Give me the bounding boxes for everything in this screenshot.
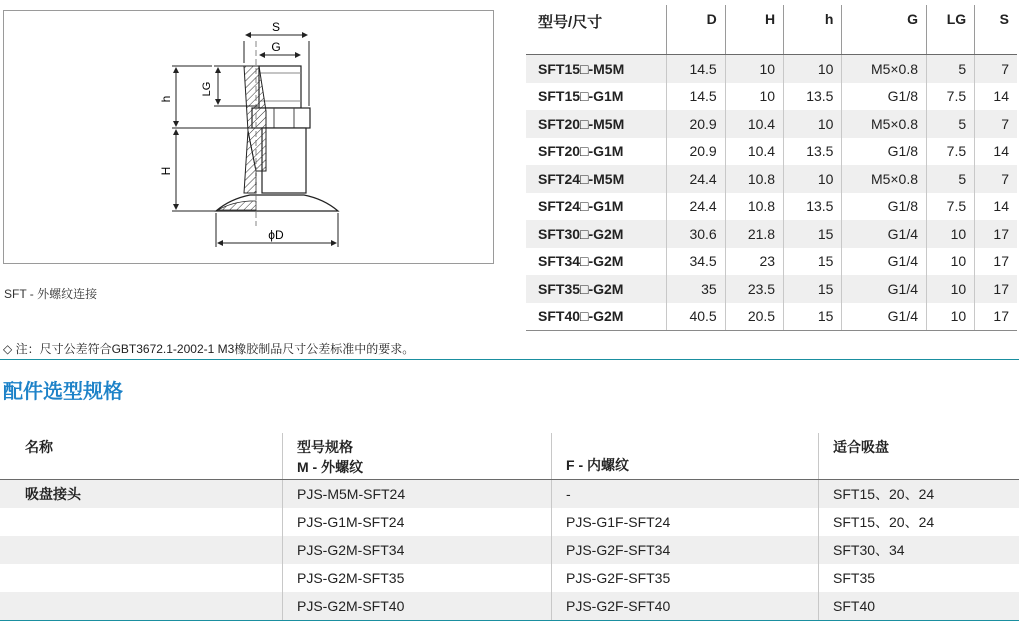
cell-model: SFT20□-G1M [538,143,624,160]
table-row [526,55,1017,83]
cell-name [0,536,283,564]
cell-model: SFT15□-G1M [538,88,624,105]
table-row [0,564,1019,592]
cell-female-model: PJS-G1F-SFT24 [552,508,819,536]
cell: 5 [927,110,975,138]
col-header-d: D [667,5,725,55]
tolerance-note: ◇ 注：尺寸公差符合GBT3672.1-2002-1 M3橡胶制品尺寸公差标准中的要求。 [3,342,415,356]
cell-name [0,564,283,592]
cell: 13.5 [784,193,842,221]
col-header-model: 型号/尺寸 [526,5,667,55]
cell: 7 [975,55,1017,83]
cell: G1/8 [842,138,927,166]
cell-model: SFT40□-G2M [526,303,667,331]
cell: 10 [784,110,842,138]
cell: G1/8 [842,83,927,111]
cell: 17 [975,303,1017,331]
col-header-s: S [975,5,1017,55]
cell: 15 [784,248,842,276]
cell: 17 [975,275,1017,303]
cell: 13.5 [784,83,842,111]
cell: 15 [784,220,842,248]
cell: 10.8 [725,165,783,193]
cell-name: 吸盘接头 [0,480,283,509]
cell-fit: SFT35 [819,564,1019,592]
dimension-table-header [526,5,1017,55]
table-row [526,110,1017,138]
cell-model: SFT15□-M5M [526,55,667,83]
cell-male-model: PJS-G1M-SFT24 [283,508,552,536]
cell: 10 [784,165,842,193]
cell: 23.5 [725,275,783,303]
cell: 40.5 [667,303,725,331]
col-header-name: 名称 [0,433,283,480]
cell: 15 [784,303,842,331]
dim-label-g: G [271,40,281,54]
cell: 7.5 [927,83,975,111]
col-header-big-h: H [725,5,783,55]
cell-model: SFT34□-G2M [538,253,624,270]
cell: 20.9 [667,110,725,138]
cell-fit: SFT40 [819,592,1019,621]
cell: 7.5 [927,193,975,221]
table-row [526,220,1017,248]
col-header-lg: LG [927,5,975,55]
cell-name [0,592,283,621]
cell: 24.4 [667,165,725,193]
cell: 20.9 [667,138,725,166]
table-row [0,536,1019,564]
cell-model: SFT24□-M5M [526,165,667,193]
cell: 17 [975,248,1017,276]
table-row [0,508,1019,536]
col-header-spec [283,433,552,480]
cell: 7.5 [927,138,975,166]
cell: 14 [975,138,1017,166]
cell-model: SFT20□-M5M [526,110,667,138]
cell: 14.5 [667,55,725,83]
cell: 7 [975,110,1017,138]
cell: 24.4 [667,193,725,221]
dim-label-big-h: H [159,166,173,176]
cell: 23 [725,248,783,276]
cell-male-model: PJS-G2M-SFT35 [283,564,552,592]
col-header-g: G [842,5,927,55]
cell: G1/4 [842,303,927,331]
cell: 10 [927,275,975,303]
cell-female-model: - [552,480,819,509]
col-header-h: h [784,5,842,55]
cell-female-model: PJS-G2F-SFT35 [552,564,819,592]
cell: 10 [927,303,975,331]
cell: 10 [725,83,783,111]
cell-female-model: PJS-G2F-SFT34 [552,536,819,564]
cell: 5 [927,55,975,83]
table-row [526,165,1017,193]
cell: 7 [975,165,1017,193]
cell: 14 [975,83,1017,111]
cell-name [0,508,283,536]
table-row [526,303,1017,331]
cell-male-model: PJS-G2M-SFT34 [283,536,552,564]
technical-drawing [3,10,494,264]
cell: 14 [975,193,1017,221]
cell: 15 [784,275,842,303]
cell: 34.5 [667,248,725,276]
cell-male-model: PJS-G2M-SFT40 [283,592,552,621]
cell: 10.4 [725,110,783,138]
dim-label-d: ϕD [268,228,284,242]
cell-fit: SFT15、20、24 [819,480,1019,509]
cell: 13.5 [784,138,842,166]
drawing-caption: SFT - 外螺纹连接 [4,287,98,301]
cell-fit: SFT15、20、24 [819,508,1019,536]
cell-fit: SFT30、34 [819,536,1019,564]
cell: 10.4 [725,138,783,166]
col-header-male-thread: M - 外螺纹 [297,459,364,475]
cell: 10 [927,248,975,276]
cell: G1/4 [842,220,927,248]
cell: M5×0.8 [842,165,927,193]
cell: 35 [667,275,725,303]
cell: 10 [927,220,975,248]
section-title: 配件选型规格 [3,381,123,403]
table-row [0,592,1019,621]
table-row [526,275,1017,303]
cell-model: SFT24□-G1M [538,198,624,215]
table-row [526,138,1017,166]
suction-cup-cross-section [4,11,493,263]
accessory-table [0,433,1019,621]
cell-male-model: PJS-M5M-SFT24 [283,480,552,509]
dimension-table [526,5,1017,331]
col-header-female-thread [552,433,819,480]
cell: 17 [975,220,1017,248]
dim-label-s: S [271,20,281,34]
accessory-table-header [0,433,1019,480]
dim-label-h: h [159,95,173,103]
cell: 5 [927,165,975,193]
cell-model: SFT30□-G2M [526,220,667,248]
cell: 14.5 [667,83,725,111]
table-row [526,193,1017,221]
section-divider [0,359,1019,360]
table-row [0,480,1019,509]
cell: G1/8 [842,193,927,221]
cell: 20.5 [725,303,783,331]
col-header-spec-title: 型号规格 [297,439,353,455]
cell: M5×0.8 [842,110,927,138]
cell: 10 [784,55,842,83]
cell: 10 [725,55,783,83]
cell: 30.6 [667,220,725,248]
dim-label-lg: LG [201,81,213,97]
cell: M5×0.8 [842,55,927,83]
cell-model: SFT35□-G2M [526,275,667,303]
cell: G1/4 [842,275,927,303]
table-row [526,83,1017,111]
cell-female-model: PJS-G2F-SFT40 [552,592,819,621]
cell: G1/4 [842,248,927,276]
col-header-female-thread-label: F - 内螺纹 [566,457,629,473]
cell: 10.8 [725,193,783,221]
col-header-fit: 适合吸盘 [819,433,1019,480]
cell: 21.8 [725,220,783,248]
table-row [526,248,1017,276]
